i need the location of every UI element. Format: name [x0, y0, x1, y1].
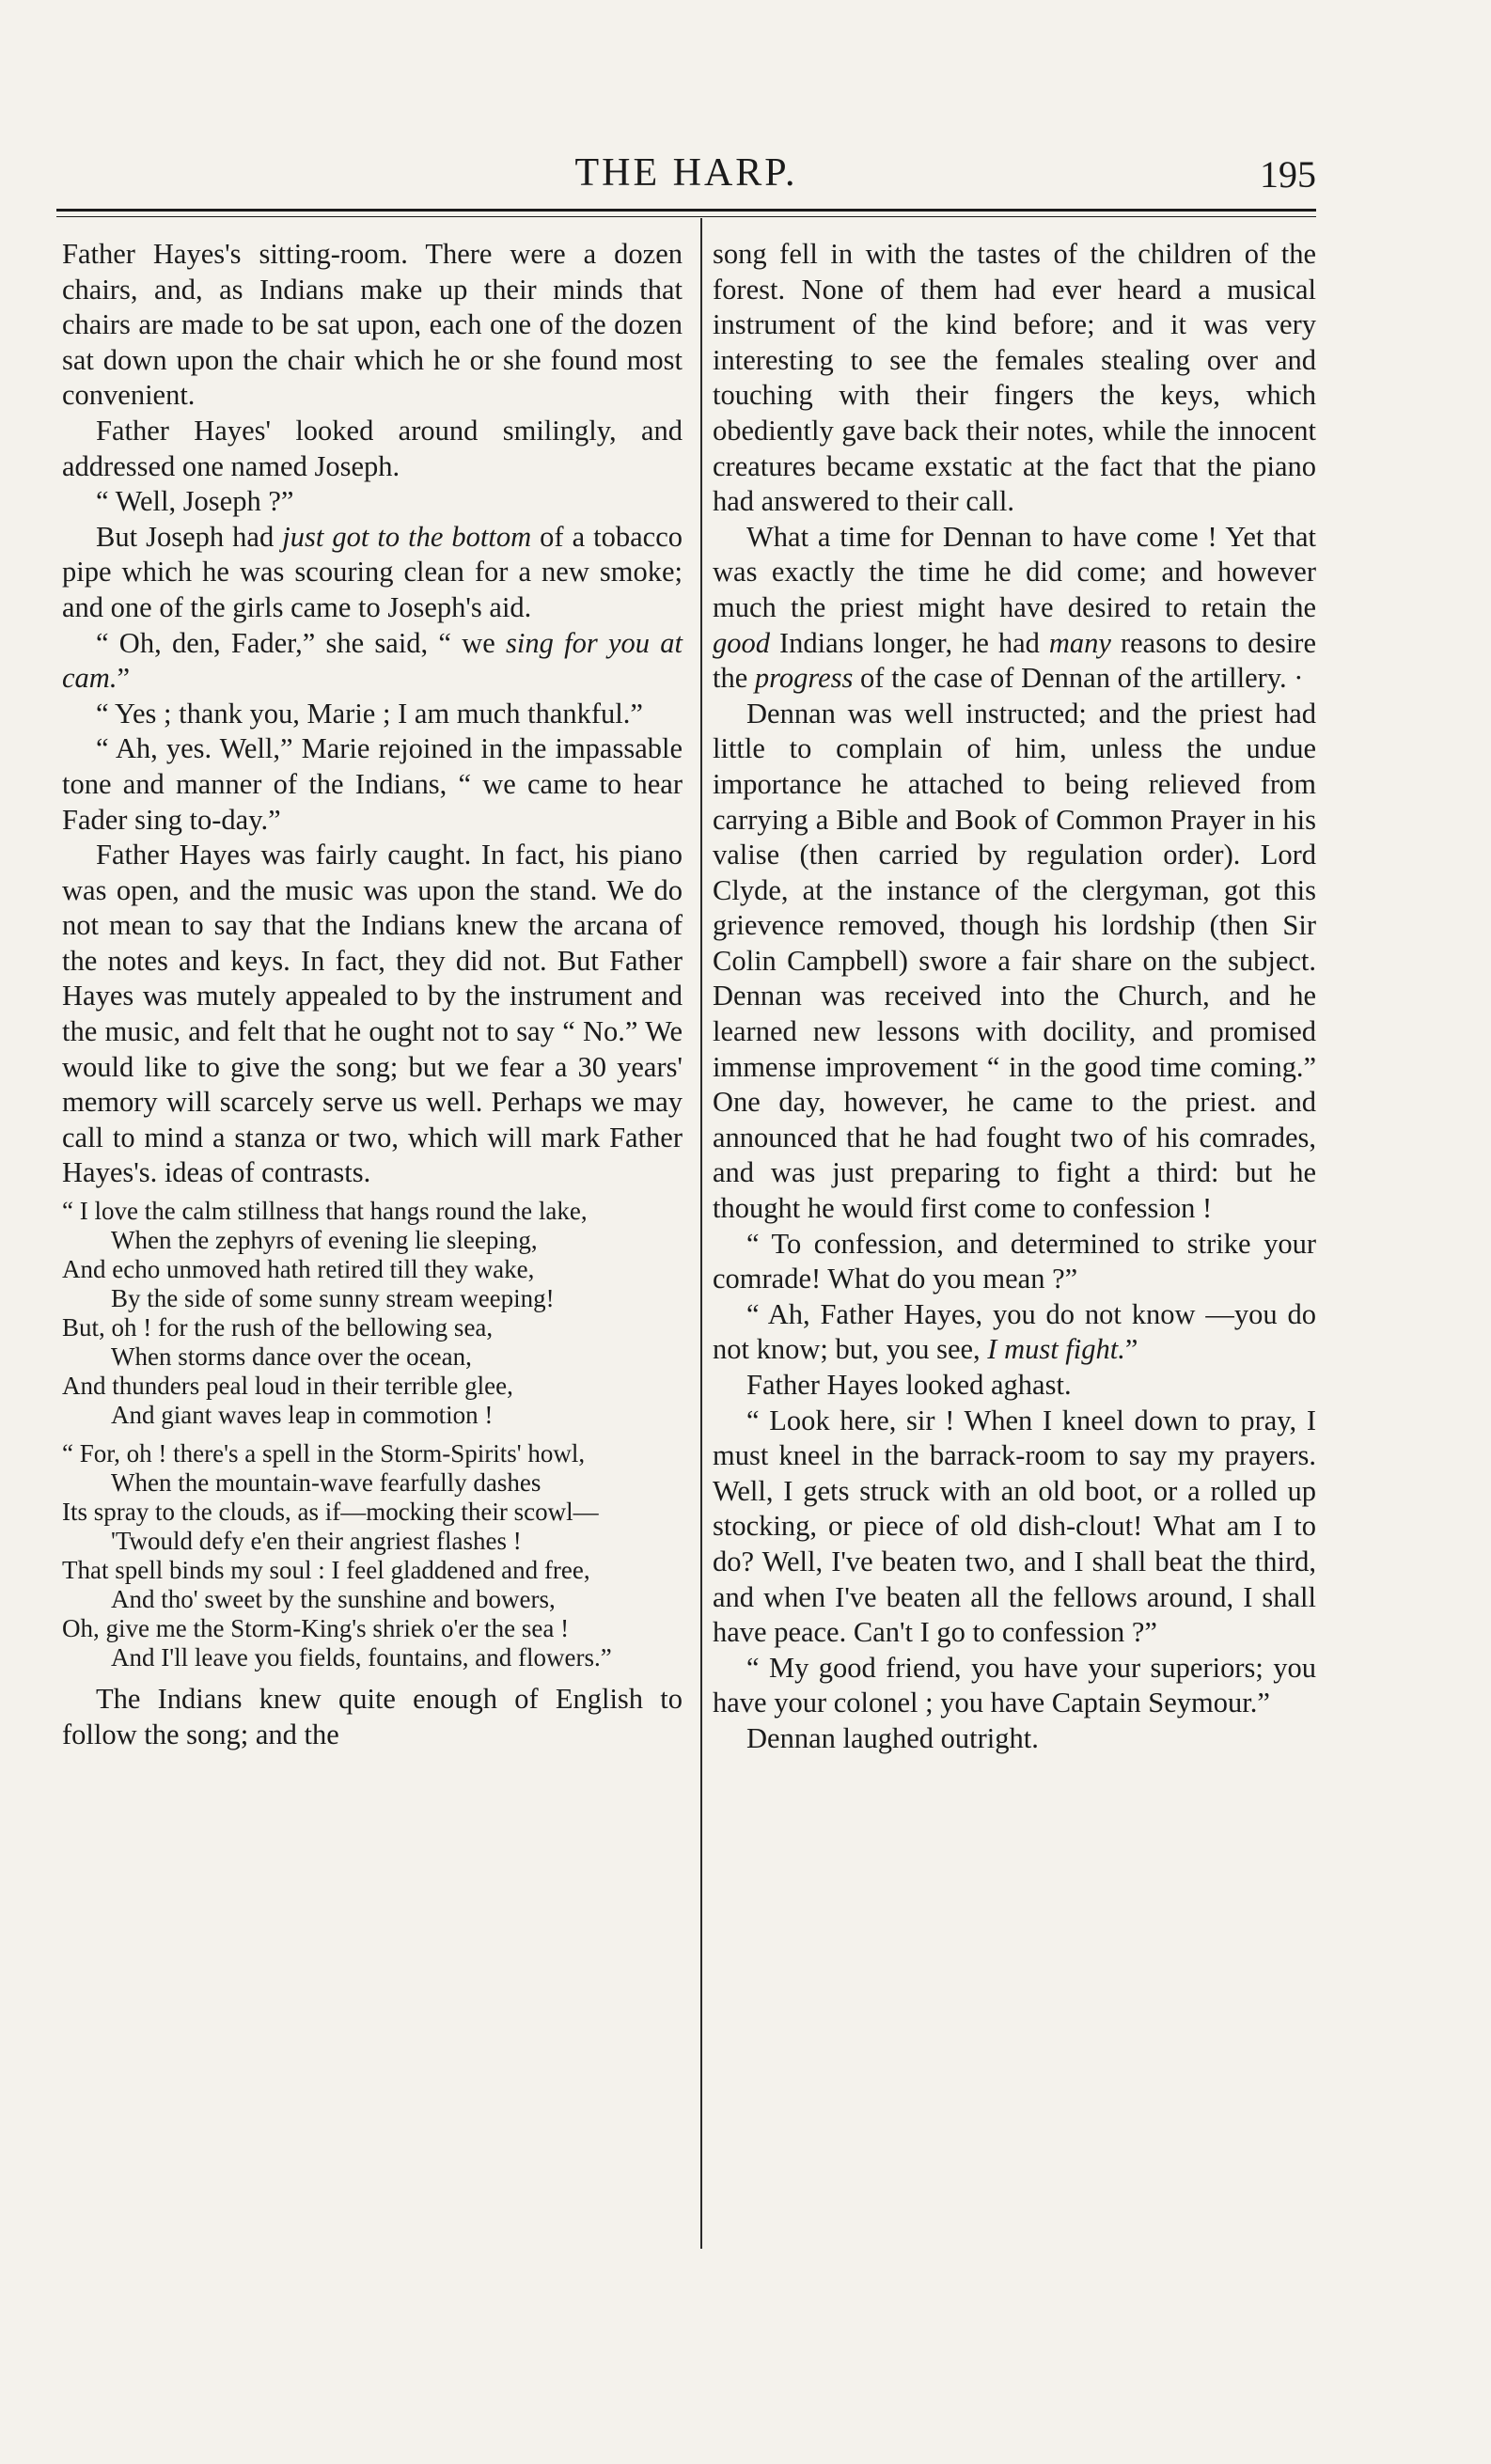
paragraph: song fell in with the tastes of the children of the forest. None of them had ever heard a musical instrument of the kind before; and it was very interesting to see the females stealing over and touching with their fingers the keys, which obediently gave back their notes, while the innocent creatures became exstatic at the fact that the piano had answered to their call. [713, 238, 1316, 518]
poem-stanza [62, 1197, 683, 1430]
italic-text: I must fight. [987, 1333, 1125, 1366]
paragraph: “ To confession, and determined to strike your comrade! What do you mean ?” [713, 1227, 1316, 1295]
paragraph [62, 626, 683, 697]
right-column [713, 237, 1316, 1757]
text-run: of the case of Dennan of the artillery. · [853, 662, 1304, 695]
paragraph: “ Look here, sir ! When I kneel down to pray, I must kneel in the barrack-room to say my prayers. Well, I gets struck with an old boot, or a rolled up stocking, or piece of old dish-clout! What am I to do? Well, I've beaten two, and I shall beat the third, and when I've beaten all the fellows around, I shall have peace. Can't I go to confession ?” [713, 1404, 1316, 1649]
text-run: of a tobacco pipe which he was scouring clean for a new smoke; and one of the girls came to Joseph's aid. [62, 520, 683, 623]
poem-line: 'Twould defy e'en their angriest flashes ! [111, 1527, 522, 1556]
paragraph: The Indians knew quite enough of English to follow the song; and the [62, 1683, 683, 1750]
italic-text: many [1048, 626, 1111, 659]
paragraph: Father Hayes was fairly caught. In fact, his piano was open, and the music was upon the stand. We do not mean to say that the Indians knew the arcana of the notes and keys. In fact, they did not. But Father Hayes was mutely appealed to by the instrument and the music, and felt that he ought not to say “ No.” We would like to give the song; but we fear a 30 years' memory will scarcely serve us well. Perhaps we may call to mind a stanza or two, which will mark Father Hayes's. ideas of contrasts. [62, 839, 683, 1189]
poem-line: When the mountain-wave fearfully dashes [111, 1468, 541, 1498]
poem-line: And echo unmoved hath retired till they wake, [62, 1255, 535, 1284]
poem-line: And thunders peal loud in their terrible glee, [62, 1372, 513, 1401]
page-number: 195 [1260, 153, 1316, 196]
paragraph: “ Well, Joseph ?” [96, 485, 294, 518]
paragraph: “ Yes ; thank you, Marie ; I am much thankful.” [96, 697, 643, 730]
paragraph [713, 1297, 1316, 1368]
poem-line: “ For, oh ! there's a spell in the Storm-Spirits' howl, [62, 1439, 586, 1468]
page-header [56, 150, 1316, 207]
header-rule-thick [56, 209, 1316, 212]
paragraph: Father Hayes's sitting-room. There were a dozen chairs, and, as Indians make up their minds that chairs are made to be sat upon, each one of the dozen sat down upon the chair which he or she found most convenient. [62, 238, 683, 412]
poem-line: And I'll leave you fields, fountains, and flowers.” [111, 1643, 612, 1672]
paragraph: Dennan was well instructed; and the priest had little to complain of him, unless the undue importance he attached to being relieved from carrying a Bible and Book of Common Prayer in his valise (then carried by regulation order). Lord Clyde, at the instance of the clergyman, got this grievence removed, though his lordship (then Sir Colin Campbell) swore a fair share on the subject. Dennan was received into the Church, and he learned new lessons with docility, and promised immense improvement “ in the good time coming.” One day, however, he came to the priest. and announced that he had fought two of his comrades, and was just preparing to fight a third: but he thought he would first come to confession ! [713, 697, 1316, 1225]
poem-line: When storms dance over the ocean, [111, 1342, 472, 1372]
paragraph: Father Hayes' looked around smilingly, and addressed one named Joseph. [62, 414, 683, 482]
left-column [62, 237, 683, 1752]
poem-line: That spell binds my soul : I feel gladdened and free, [62, 1556, 590, 1585]
paragraph: Dennan laughed outright. [746, 1721, 1039, 1754]
poem-stanza [62, 1439, 683, 1672]
text-run: “ Oh, den, Fader,” she said, “ we [96, 626, 507, 659]
paragraph: “ Ah, yes. Well,” Marie rejoined in the impassable tone and manner of the Indians, “ we came to hear Fader sing to-day.” [62, 732, 683, 836]
header-rule-thin [56, 216, 1316, 217]
poem [62, 1197, 683, 1672]
italic-text: just got to the bottom [282, 520, 532, 553]
text-run: Indians longer, he had [770, 626, 1049, 659]
running-title: THE HARP. [574, 151, 798, 195]
paragraph: Father Hayes looked aghast. [746, 1369, 1072, 1401]
text-run: What a time for Dennan to have come ! Yet that was exactly the time he did come; and however much the priest might have desired to retain the [713, 520, 1316, 623]
column-divider [700, 218, 702, 2249]
poem-line: By the side of some sunny stream weeping! [111, 1284, 555, 1313]
poem-line: But, oh ! for the rush of the bellowing sea, [62, 1313, 494, 1342]
italic-text: sing for you at cam. [62, 626, 683, 695]
poem-line: Its spray to the clouds, as if—mocking their scowl— [62, 1498, 599, 1527]
paragraph [62, 520, 683, 626]
poem-line: When the zephyrs of evening lie sleeping, [111, 1226, 538, 1255]
text-run: ” [117, 662, 130, 695]
text-run: But Joseph had [96, 520, 283, 553]
paragraph: “ My good friend, you have your superiors; you have your colonel ; you have Captain Seymour.” [713, 1651, 1316, 1719]
poem-line: Oh, give me the Storm-King's shriek o'er the sea ! [62, 1614, 570, 1643]
text-run: reasons to desire the [713, 626, 1316, 695]
paragraph [713, 520, 1316, 697]
poem-line: And tho' sweet by the sunshine and bowers, [111, 1585, 556, 1614]
italic-text: good [713, 626, 770, 659]
text-run: “ Ah, Father Hayes, you do not know —you do not know; but, you see, [713, 1297, 1316, 1366]
poem-line: “ I love the calm stillness that hangs round the lake, [62, 1197, 588, 1226]
poem-line: And giant waves leap in commotion ! [111, 1401, 494, 1430]
text-run: ” [1124, 1333, 1138, 1366]
italic-text: progress [754, 662, 854, 695]
